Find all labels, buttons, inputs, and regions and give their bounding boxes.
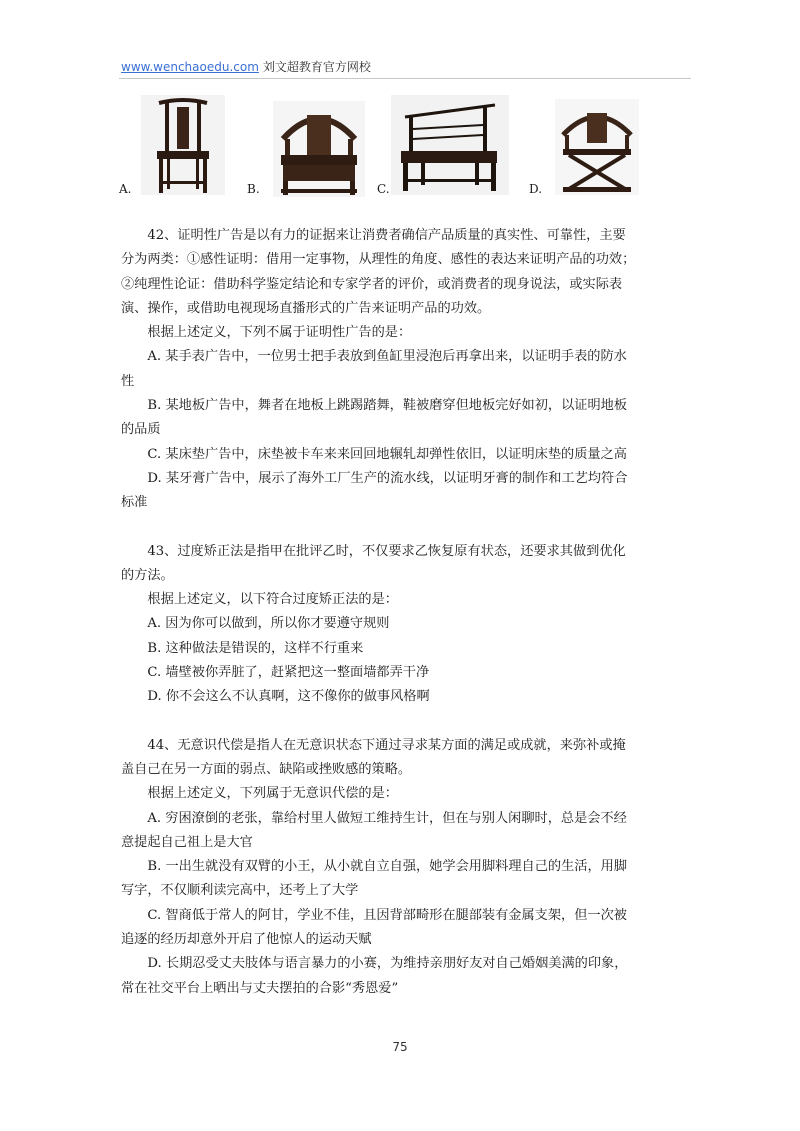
question-42 — [121, 224, 681, 516]
option-c-continued: 追逐的经历却意外开启了他惊人的运动天赋 — [121, 932, 372, 948]
question-stem-line: 演、操作，或借助电视现场直播形式的广告来证明产品的功效。 — [121, 300, 491, 316]
option-b: B. 这种做法是错误的，这样不行重来 — [147, 640, 364, 656]
option-a-continued: 性 — [121, 373, 135, 389]
option-b-continued: 的品质 — [121, 422, 161, 438]
page-header — [121, 58, 371, 75]
option-label: B. — [247, 182, 260, 196]
chair-b-image — [273, 101, 365, 197]
option-c: C. 某床垫广告中，床垫被卡车来来回回地辗轧却弹性依旧，以证明床垫的质量之高 — [147, 446, 627, 462]
question-44 — [121, 734, 681, 1001]
chair-option-b — [247, 95, 367, 200]
question-stem-line: 的方法。 — [121, 567, 174, 583]
header-divider — [119, 78, 691, 79]
question-stem-line: ②纯理性论证：借助科学鉴定结论和专家学者的评价，或消费者的现身说法，或实际表 — [121, 276, 623, 292]
option-a-continued: 意提起自己祖上是大官 — [121, 834, 253, 850]
option-b-continued: 写字，不仅顺利读完高中，还考上了大学 — [121, 883, 359, 899]
question-stem-line: 盖自己在另一方面的弱点、缺陷或挫败感的策略。 — [121, 761, 412, 777]
question-prompt: 根据上述定义，下列属于无意识代偿的是： — [147, 786, 398, 802]
option-a: A. 某手表广告中，一位男士把手表放到鱼缸里浸泡后再拿出来，以证明手表的防水 — [147, 349, 627, 365]
question-content — [121, 224, 681, 1001]
option-label: A. — [119, 182, 132, 196]
option-c: C. 墙壁被你弄脏了，赶紧把这一整面墙都弄干净 — [147, 665, 430, 681]
chair-options — [119, 95, 679, 200]
option-a: A. 穷困潦倒的老张，靠给村里人做短工维持生计，但在与别人闲聊时，总是会不经 — [147, 810, 627, 826]
site-link[interactable]: www.wenchaoedu.com — [121, 60, 259, 74]
chair-option-d — [529, 95, 679, 200]
option-d-continued: 标准 — [121, 495, 148, 511]
org-name: 刘文超教育官方网校 — [262, 60, 371, 74]
chair-c-image — [391, 95, 509, 195]
question-prompt: 根据上述定义，以下符合过度矫正法的是： — [147, 592, 398, 608]
option-a: A. 因为你可以做到，所以你才要遵守规则 — [147, 616, 390, 632]
chair-a-image — [141, 95, 225, 195]
option-label: D. — [529, 182, 543, 196]
option-c: C. 智商低于常人的阿甘，学业不佳，且因背部畸形在腿部装有金属支架，但一次被 — [147, 907, 627, 923]
option-d-continued: 常在社交平台上晒出与丈夫摆拍的合影“秀恩爱” — [121, 980, 399, 996]
chair-d-image — [555, 99, 639, 195]
option-b: B. 一出生就没有双臂的小王，从小就自立自强，她学会用脚料理自己的生活，用脚 — [147, 859, 628, 875]
page-number: 75 — [392, 1040, 408, 1054]
option-d: D. 某牙膏广告中，展示了海外工厂生产的流水线，以证明牙膏的制作和工艺均符合 — [147, 470, 628, 486]
chair-option-c — [377, 95, 517, 200]
chair-option-a — [119, 95, 229, 200]
question-stem-line: 42、证明性广告是以有力的证据来让消费者确信产品质量的真实性、可靠性，主要 — [147, 228, 626, 243]
question-stem-line: 44、无意识代偿是指人在无意识状态下通过寻求某方面的满足或成就，来弥补或掩 — [147, 737, 626, 753]
question-stem-line: 分为两类：①感性证明：借用一定事物，从理性的角度、感性的表达来证明产品的功效； — [121, 252, 636, 268]
option-d: D. 你不会这么不认真啊，这不像你的做事风格啊 — [147, 689, 430, 705]
question-43 — [121, 540, 681, 710]
option-d: D. 长期忍受丈夫肢体与语言暴力的小赛，为维持亲朋好友对自己婚姻美满的印象， — [147, 956, 628, 972]
question-prompt: 根据上述定义，下列不属于证明性广告的是： — [147, 325, 412, 341]
option-label: C. — [377, 182, 390, 196]
question-stem-line: 43、过度矫正法是指甲在批评乙时，不仅要求乙恢复原有状态，还要求其做到优化 — [147, 543, 626, 559]
option-b: B. 某地板广告中，舞者在地板上跳踢踏舞，鞋被磨穿但地板完好如初，以证明地板 — [147, 398, 628, 414]
